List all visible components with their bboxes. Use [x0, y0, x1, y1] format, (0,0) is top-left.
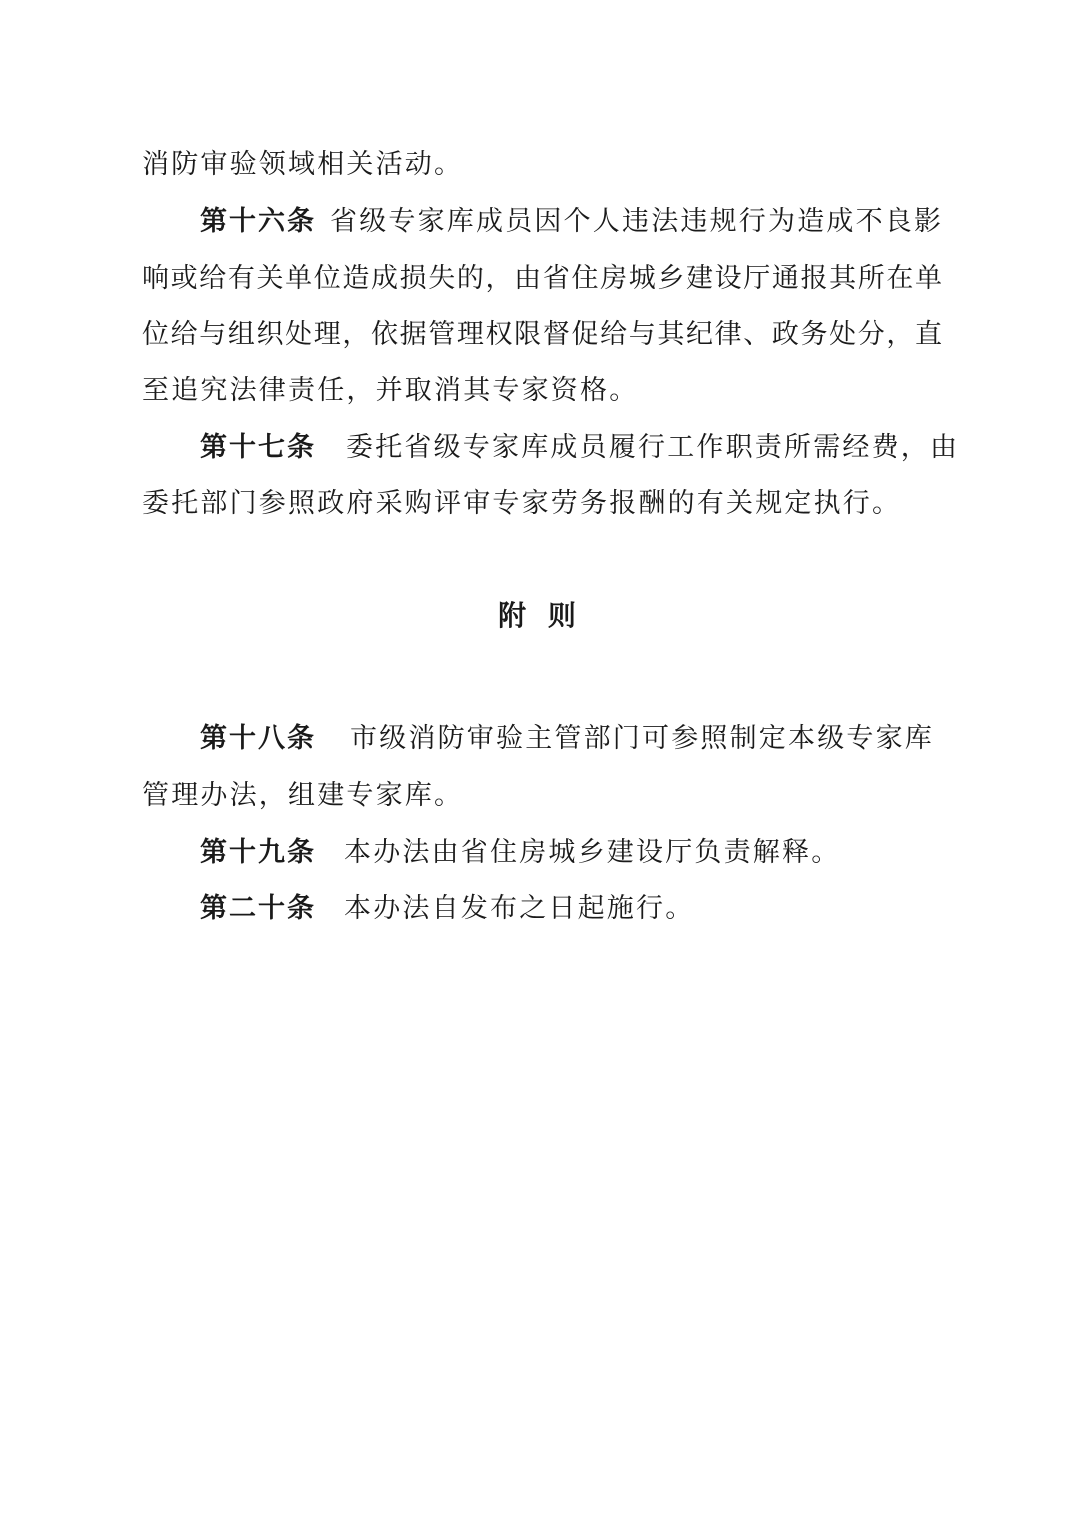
art18-text: 市级消防审验主管部门可参照制定本级专家库 [350, 723, 934, 754]
art18-label: 第十八条 [200, 723, 316, 754]
section-heading-supplementary: 附 则 [498, 599, 582, 632]
art15-continuation: 消防审验领域相关活动。 [142, 149, 464, 180]
art16-line-2: 响或给有关单位造成损失的，由省住房城乡建设厅通报其所在单 [142, 263, 942, 294]
art20-label: 第二十条 [200, 893, 316, 924]
art20-line [200, 891, 942, 927]
art16-text: 省级专家库成员因个人违法违规行为造成不良影 [330, 206, 944, 237]
art16-line-3: 位给与组织处理，依据管理权限督促给与其纪律、政务处分，直 [142, 319, 942, 350]
art17-label: 第十七条 [200, 432, 316, 463]
art16-first-line [200, 204, 942, 240]
art17-text: 委托省级专家库成员履行工作职责所需经费，由 [346, 432, 960, 463]
art17-first-line [200, 430, 960, 466]
art17-line-2: 委托部门参照政府采购评审专家劳务报酬的有关规定执行。 [142, 488, 902, 519]
art19-text: 本办法由省住房城乡建设厅负责解释。 [344, 837, 841, 868]
art20-text: 本办法自发布之日起施行。 [344, 893, 695, 924]
art18-line-2: 管理办法，组建专家库。 [142, 780, 464, 811]
art19-line [200, 835, 942, 871]
art16-line-4: 至追究法律责任，并取消其专家资格。 [142, 375, 639, 406]
art16-label: 第十六条 [200, 206, 316, 237]
art19-label: 第十九条 [200, 837, 316, 868]
art18-first-line [200, 721, 942, 757]
